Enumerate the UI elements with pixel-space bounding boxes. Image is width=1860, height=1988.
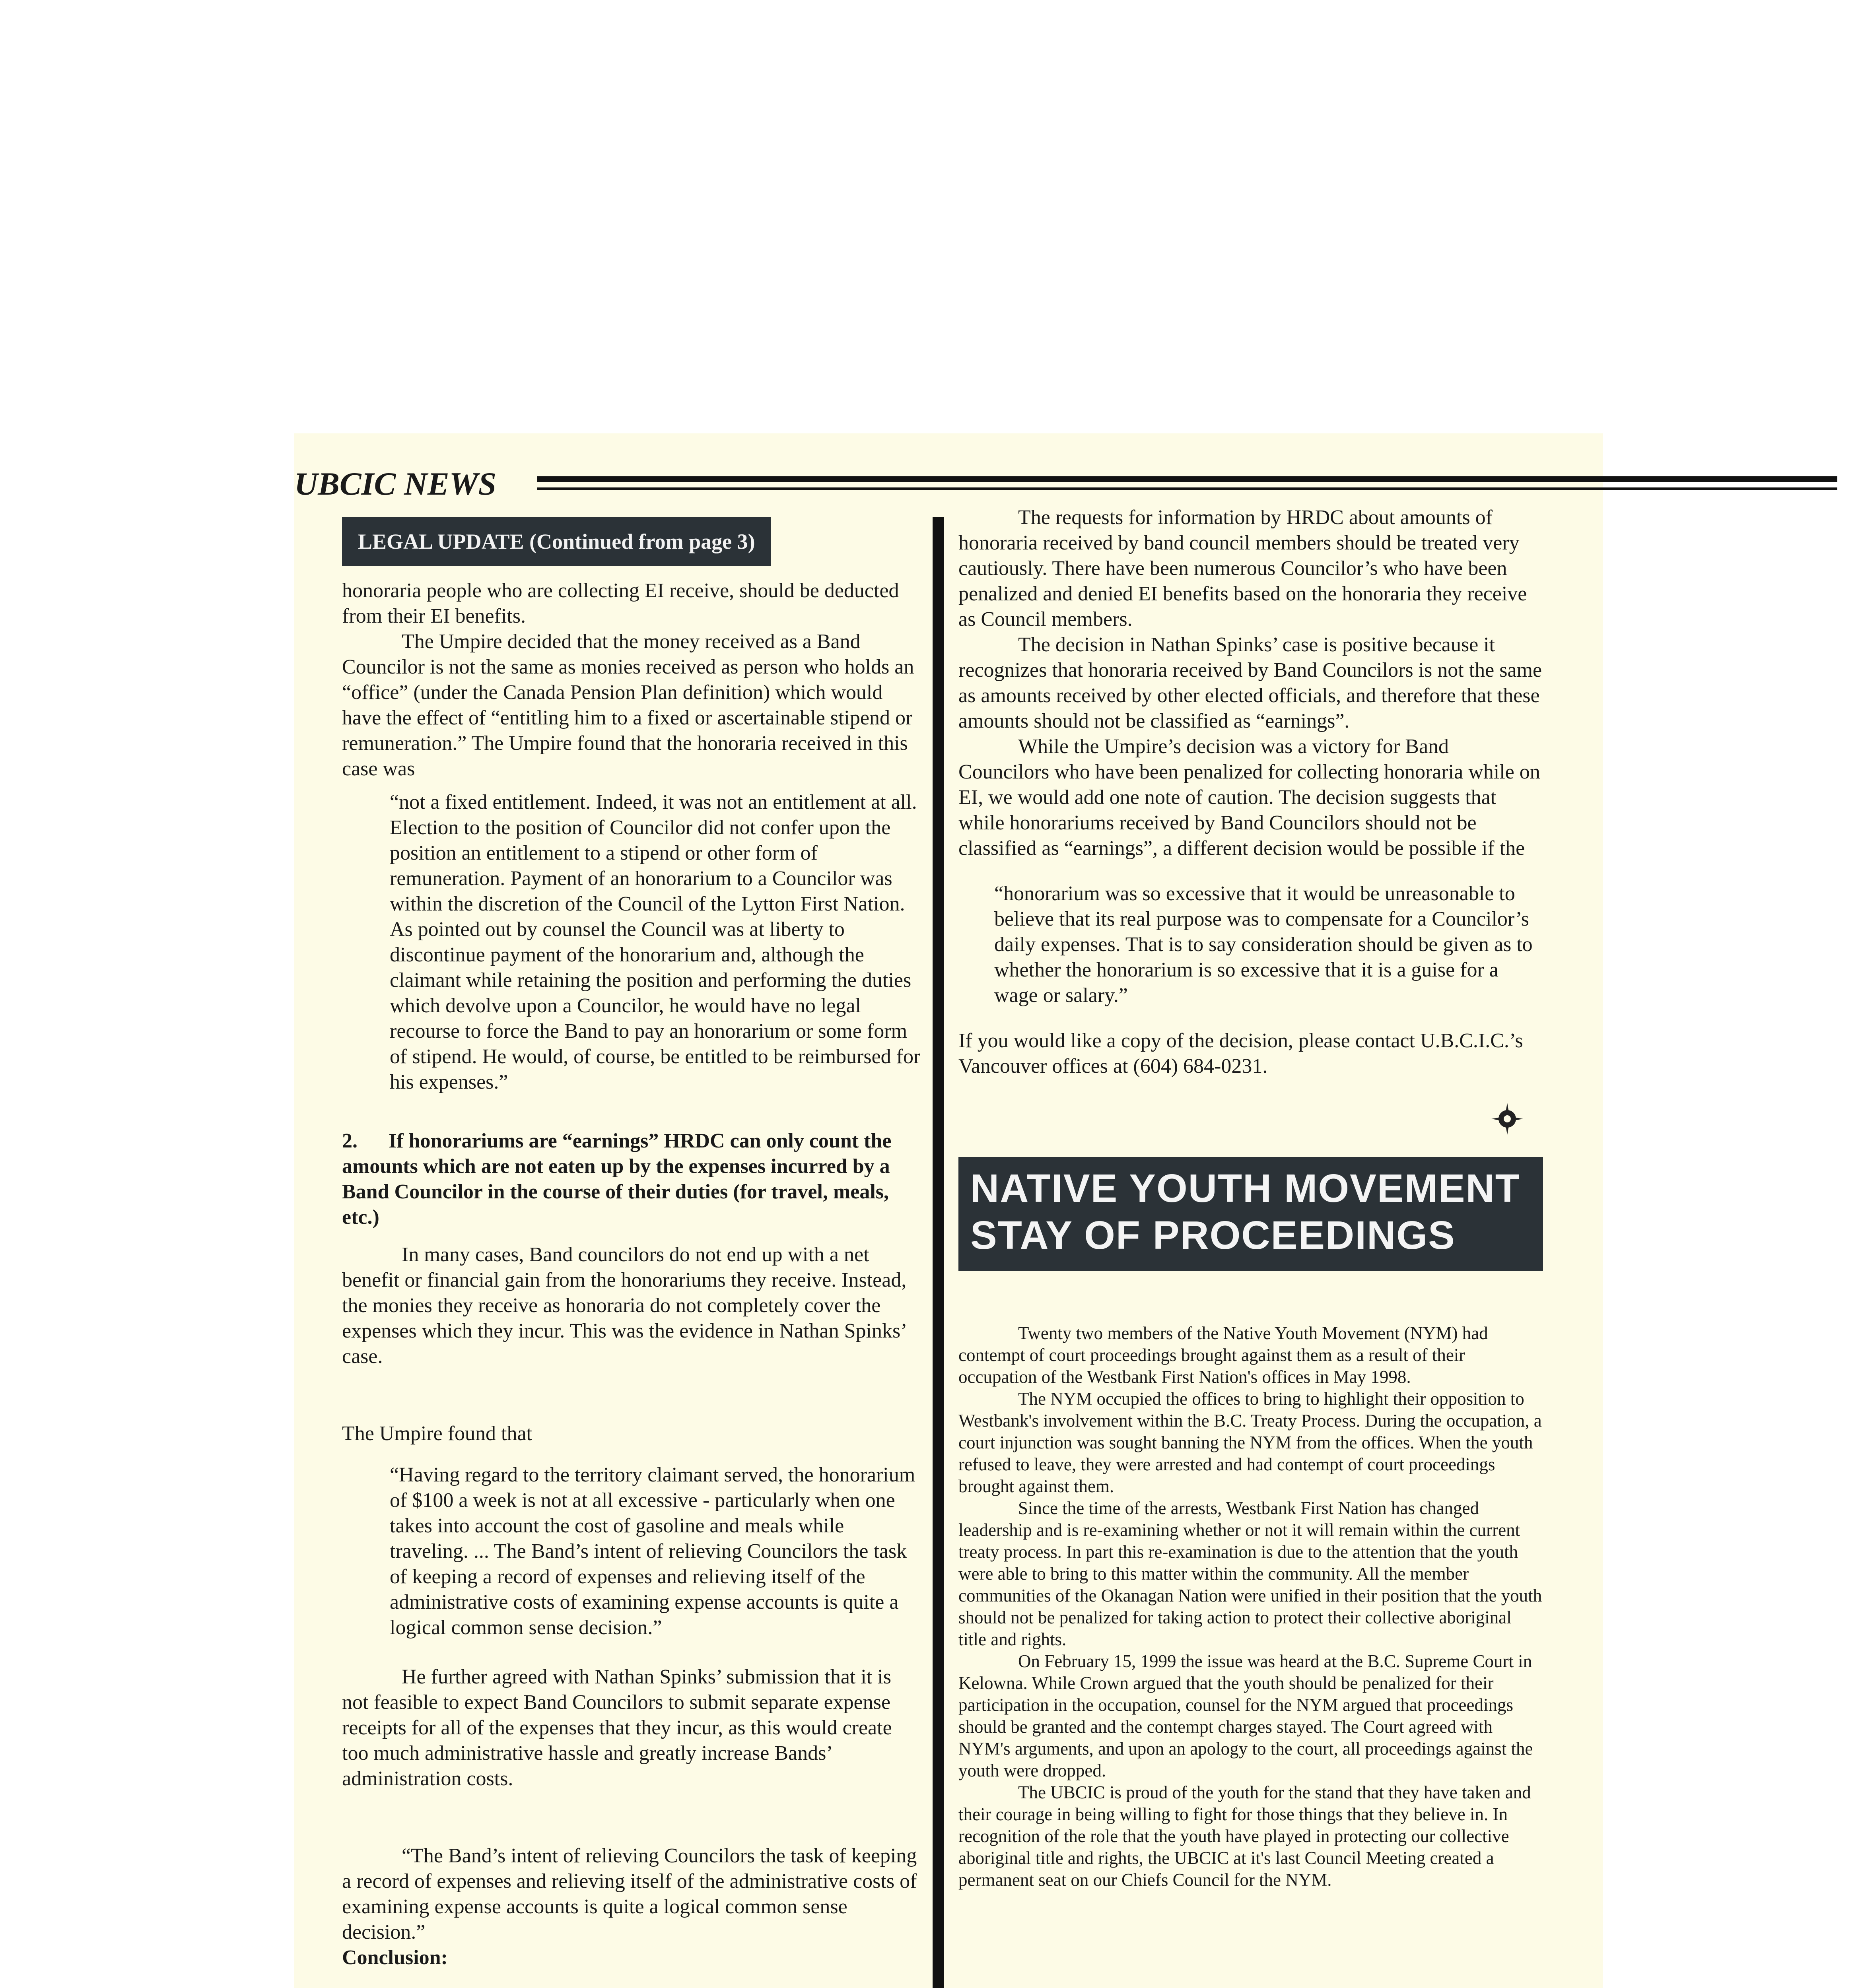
block-quote: “honorarium was so excessive that it would be unreasonable to believe that its real purpose was to compensate for a Councilor’s daily expenses. That is to say consideration should be given as to whether the honorarium is so excessive that it is a guise for a wage or salary.” <box>994 882 1533 1007</box>
paragraph: Twenty two members of the Native Youth Movement (NYM) had contempt of court proceedings brought against them as a result of their occupation of the Westbank First Nation's offices in May 1998. <box>958 1323 1488 1387</box>
compass-ornament-icon <box>1491 1103 1523 1135</box>
block-quote: “not a fixed entitlement. Indeed, it was not an entitlement at all. Election to the position of Councilor did not confer upon the position an entitlement to a stipend or other form of remuneration. Payment of an honorarium to a Councilor was within the discretion of the Council of the Lytton First Nation. As pointed out by counsel the Council was at liberty to discontinue payment of the honorarium and, although the claimant while retaining the position and performing the duties which devolve upon a Councilor, he would have no legal recourse to force the Band to pay an honorarium or some form of stipend. He would, of course, be entitled to be reimbursed for his expenses.” <box>390 791 921 1093</box>
paragraph: The Umpire decided that the money received as a Band Councilor is not the same as monies received as person who holds an “office” (under the Canada Pension Plan definition) which would have the effect of “entitling him to a fixed or ascertainable stipend or remuneration.” The Umpire found that the honoraria received in this case was <box>342 630 914 780</box>
paragraph: honoraria people who are collecting EI receive, should be deducted from their EI benefits. <box>342 579 899 627</box>
masthead <box>294 465 1555 509</box>
native-youth-banner <box>958 1157 1543 1271</box>
masthead-title: UBCIC NEWS <box>294 466 497 502</box>
conclusion-heading: Conclusion: <box>342 1946 448 1969</box>
column-divider <box>933 517 944 1988</box>
contact-paragraph: If you would like a copy of the decision, please contact U.B.C.I.C.’s Vancouver offices at (604) 684-0231. <box>958 1029 1523 1077</box>
paragraph: The UBCIC is proud of the youth for the stand that they have taken and their courage in being willing to fight for those things that they believe in. In recognition of the role that the youth have played in protecting our collective aboriginal title and rights, the UBCIC at it's last Council Meeting created a permanent seat on our Chiefs Council for the NYM. <box>958 1782 1531 1890</box>
point-heading: 2. If honorariums are “earnings” HRDC can only count the amounts which are not eaten up by the expenses incurred by a Band Councilor in the course of their duties (for travel, meals, etc.) <box>342 1130 892 1229</box>
paragraph: The Umpire found that <box>342 1422 532 1445</box>
paragraph: The requests for information by HRDC about amounts of honoraria received by band council members should be treated very cautiously. There have been numerous Councilor’s who have been penalized and denied EI benefits based on the honoraria they receive as Council members. <box>958 506 1527 631</box>
paragraph: “The Band’s intent of relieving Councilors the task of keeping a record of expenses and relieving itself of the administrative costs of examining expense accounts is quite a logical common sense decision.” <box>342 1844 917 1943</box>
paragraph: On February 15, 1999 the issue was heard at the B.C. Supreme Court in Kelowna. While Crown argued that the youth should be penalized for their participation in the occupation, counsel for the NYM argued that proceedings should be granted and the contempt charges stayed. The Court agreed with NYM's arguments, and upon an apology to the court, all proceedings against the youth were dropped. <box>958 1651 1533 1780</box>
block-quote: “Having regard to the territory claimant served, the honorarium of $100 a week is not at all excessive - particularly when one takes into account the cost of gasoline and meals while traveling. ... The Band’s intent of relieving Councilors the task of keeping a record of expenses and relieving itself of the administrative costs of examining expense accounts is quite a logical common sense decision.” <box>390 1464 915 1639</box>
paragraph: Since the time of the arrests, Westbank First Nation has changed leadership and is re-examining whether or not it will remain within the current treaty process. In part this re-examination is due to the attention that the youth were able to bring to this matter within the community. All the member communities of the Okanagan Nation were unified in their position that the youth should not be penalized for taking action to protect their collective aboriginal title and rights. <box>958 1498 1542 1649</box>
paragraph: He further agreed with Nathan Spinks’ submission that it is not feasible to expect Band Councilors to submit separate expense receipts for all of the expenses that they incur, as this would create too much administrative hassle and greatly increase Bands’ administration costs. <box>342 1666 892 1790</box>
right-column <box>958 505 1543 1891</box>
left-column <box>342 517 923 1971</box>
masthead-rule <box>537 476 1837 490</box>
paragraph: The NYM occupied the offices to bring to highlight their opposition to Westbank's involvement within the B.C. Treaty Process. During the occupation, a court injunction was sought banning the NYM from the offices. When the youth refused to leave, they were arrested and had contempt of court proceedings brought against them. <box>958 1389 1542 1496</box>
banner-line: NATIVE YOUTH MOVEMENT <box>970 1166 1520 1211</box>
section-tag-legal-update: LEGAL UPDATE (Continued from page 3) <box>342 517 771 566</box>
paragraph: The decision in Nathan Spinks’ case is positive because it recognizes that honoraria received by Band Councilors is not the same as amounts received by other elected officials, and therefore that these amounts should not be classified as “earnings”. <box>958 633 1542 732</box>
paragraph: In many cases, Band councilors do not end up with a net benefit or financial gain from the honorariums they receive. Instead, the monies they receive as honoraria do not completely cover the expenses which they incur. This was the evidence in Nathan Spinks’ case. <box>342 1243 907 1368</box>
banner-line: STAY OF PROCEEDINGS <box>970 1213 1456 1258</box>
paragraph: While the Umpire’s decision was a victory for Band Councilors who have been penalized for collecting honoraria while on EI, we would add one note of caution. The decision suggests that while honorariums received by Band Councilors should not be classified as “earnings”, a different decision would be possible if the <box>958 735 1540 860</box>
